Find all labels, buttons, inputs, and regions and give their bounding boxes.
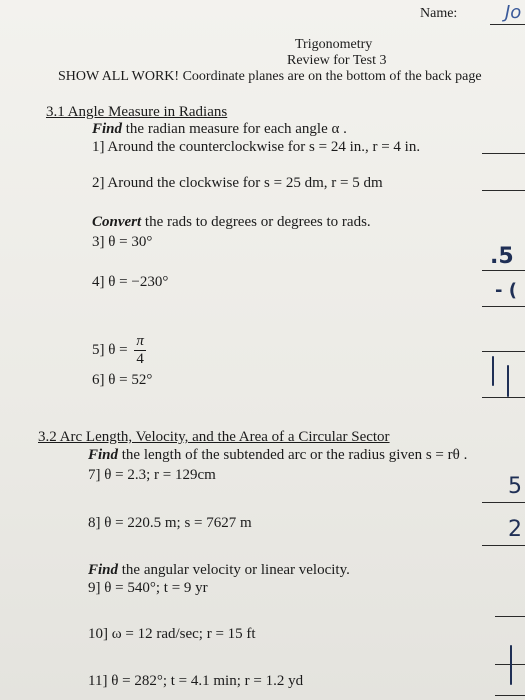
problem-5-lhs: 5] θ = <box>92 341 128 358</box>
handwritten-answer-5-mark <box>492 356 494 386</box>
problem-6: 6] θ = 52° <box>92 372 153 388</box>
problem-7: 7] θ = 2.3; r = 129cm <box>88 467 216 483</box>
find-arc-instruction <box>88 447 467 464</box>
problem-10: 10] ω = 12 rad/sec; r = 15 ft <box>88 626 256 642</box>
answer-line-5 <box>482 351 525 352</box>
convert-text: the rads to degrees or degrees to rads. <box>144 214 371 230</box>
handwritten-answer-7: 5 <box>508 474 522 499</box>
answer-line-3 <box>482 270 525 271</box>
name-label: Name: <box>420 6 458 21</box>
find-keyword-3: Find <box>88 562 119 578</box>
handwritten-answer-3: .5 <box>490 244 514 269</box>
answer-line-2 <box>482 190 525 191</box>
find-keyword-2: Find <box>88 447 119 463</box>
instruction-text: SHOW ALL WORK! Coordinate planes are on the bottom of the back page <box>58 69 482 84</box>
problem-4: 4] θ = −230° <box>92 274 169 290</box>
problem-2: 2] Around the clockwise for s = 25 dm, r = 5 dm <box>92 175 383 191</box>
problem-1: 1] Around the counterclockwise for s = 24 in., r = 4 in. <box>92 139 421 155</box>
handwritten-answer-6-mark <box>507 365 509 397</box>
problem-9: 9] θ = 540°; t = 9 yr <box>88 580 208 596</box>
problem-5 <box>92 333 146 368</box>
find-arc-text: the length of the subtended arc or the radius given s = rθ . <box>121 447 468 463</box>
name-line <box>490 24 525 25</box>
fraction-denominator: 4 <box>136 351 144 367</box>
find-velocity-instruction <box>88 562 350 579</box>
fraction-numerator: π <box>136 333 144 349</box>
find-keyword: Find <box>92 121 123 137</box>
section-heading-3-1: 3.1 Angle Measure in Radians <box>46 104 228 120</box>
handwritten-answer-4: - ( <box>495 280 517 301</box>
answer-line-1 <box>482 153 525 154</box>
answer-line-11 <box>495 695 525 696</box>
answer-line-9 <box>495 616 525 617</box>
problem-3: 3] θ = 30° <box>92 234 153 250</box>
pi-over-4-fraction <box>134 333 146 368</box>
find-text: the radian measure for each angle α . <box>125 121 347 137</box>
answer-line-7 <box>482 502 525 503</box>
find-velocity-text: the angular velocity or linear velocity. <box>121 562 350 578</box>
convert-keyword: Convert <box>92 214 142 230</box>
page-subtitle: Review for Test 3 <box>287 53 387 68</box>
problem-11: 11] θ = 282°; t = 4.1 min; r = 1.2 yd <box>88 673 304 689</box>
answer-line-6 <box>482 397 525 398</box>
section-heading-3-2: 3.2 Arc Length, Velocity, and the Area of a Circular Sector <box>38 429 390 445</box>
answer-line-8 <box>482 545 525 546</box>
answer-line-4 <box>482 306 525 307</box>
name-handwriting: Jo <box>505 2 522 23</box>
find-instruction <box>92 121 347 138</box>
handwritten-answer-10-mark <box>510 645 512 685</box>
convert-instruction <box>92 214 371 231</box>
page-title: Trigonometry <box>295 37 373 52</box>
handwritten-answer-8: 2 <box>508 517 522 542</box>
problem-8: 8] θ = 220.5 m; s = 7627 m <box>88 515 252 531</box>
